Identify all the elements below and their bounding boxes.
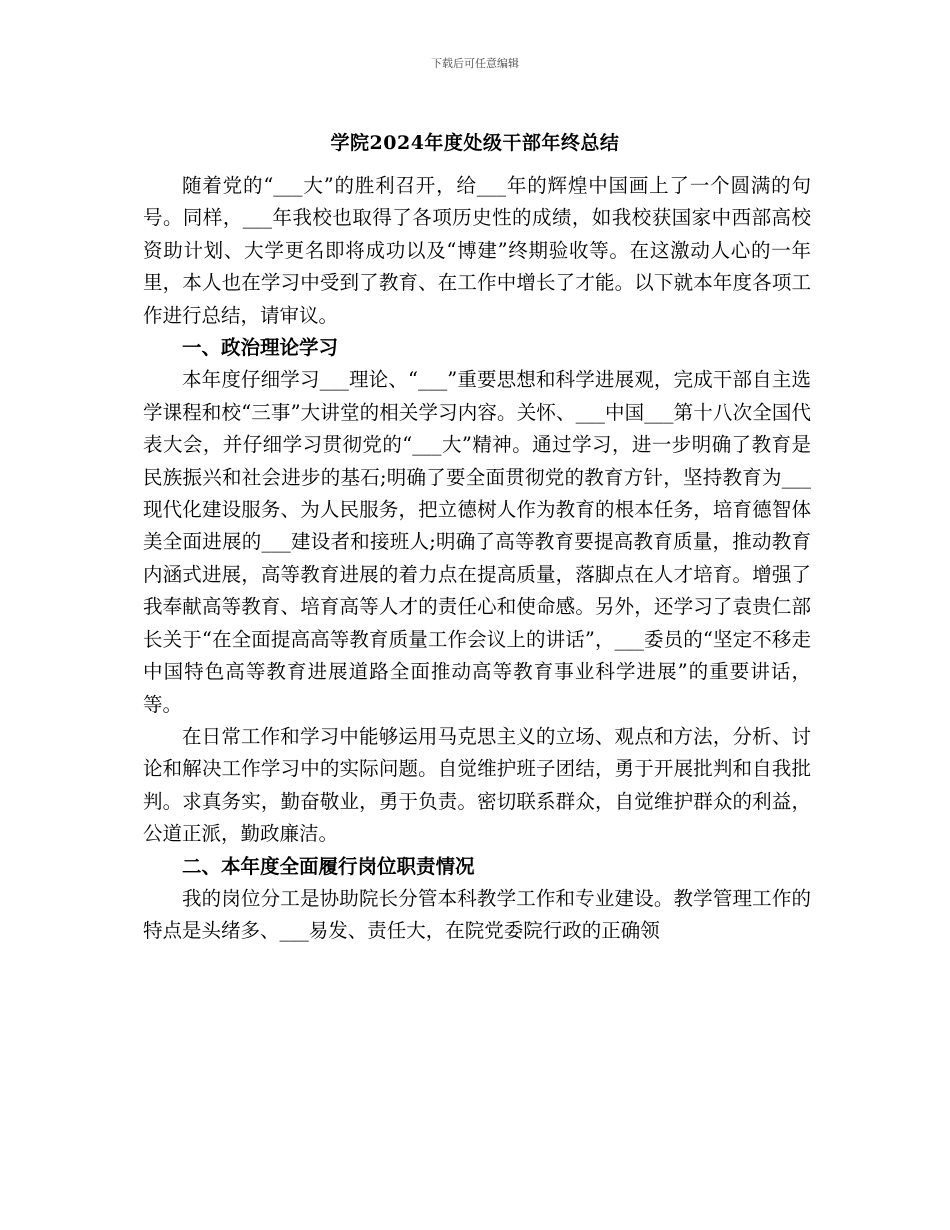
document-title: 学院2024年度处级干部年终总结 [330,132,620,154]
section-2-heading: 二、本年度全面履行岗位职责情况 [182,854,475,878]
section-1-paragraph-1: 本年度仔细学习___理论、“___”重要思想和科学进展观，完成干部自主选学课程和校“三事”大讲堂的相关学习内容。关怀、___中国___第十八次全国代表大会，并仔细学习贯彻党的“___大”精神。通过学习，进一步明确了教育是民族振兴和社会进步的基石;明确了要全面贯彻党的教育方针，坚持教育为___现代化建设服务、为人民服务，把立德树人作为教育的根本任务，培育德智体美全面进展的___建设者和接班人;明确了高等教育要提高教育质量，推动教育内涵式进展，高等教育进展的着力点在提高质量，落脚点在人才培育。增强了我奉献高等教育、培育高等人才的责任心和使命感。另外，还学习了袁贵仁部长关于“在全面提高高等教育质量工作会议上的讲话”，___委员的“坚定不移走中国特色高等教育进展道路全面推动高等教育事业科学进展”的重要讲话，等。 [143,368,811,716]
document-body [143,170,811,948]
section-1-heading: 一、政治理论学习 [182,336,339,360]
header-note: 下载后可任意编辑 [431,57,519,70]
intro-paragraph: 随着党的“___大”的胜利召开，给___年的辉煌中国画上了一个圆满的句号。同样，___年我校也取得了各项历史性的成绩，如我校获国家中西部高校资助计划、大学更名即将成功以及“博建”终期验收等。在这激动人心的一年里，本人也在学习中受到了教育、在工作中增长了才能。以下就本年度各项工作进行总结，请审议。 [143,174,811,327]
section-2-paragraph-1: 我的岗位分工是协助院长分管本科教学工作和专业建设。教学管理工作的特点是头绪多、___易发、责任大，在院党委院行政的正确领 [143,886,811,943]
section-1-paragraph-2: 在日常工作和学习中能够运用马克思主义的立场、观点和方法，分析、讨论和解决工作学习中的实际问题。自觉维护班子团结，勇于开展批判和自我批判。求真务实，勤奋敬业，勇于负责。密切联系群众，自觉维护群众的利益，公道正派，勤政廉洁。 [143,724,811,846]
